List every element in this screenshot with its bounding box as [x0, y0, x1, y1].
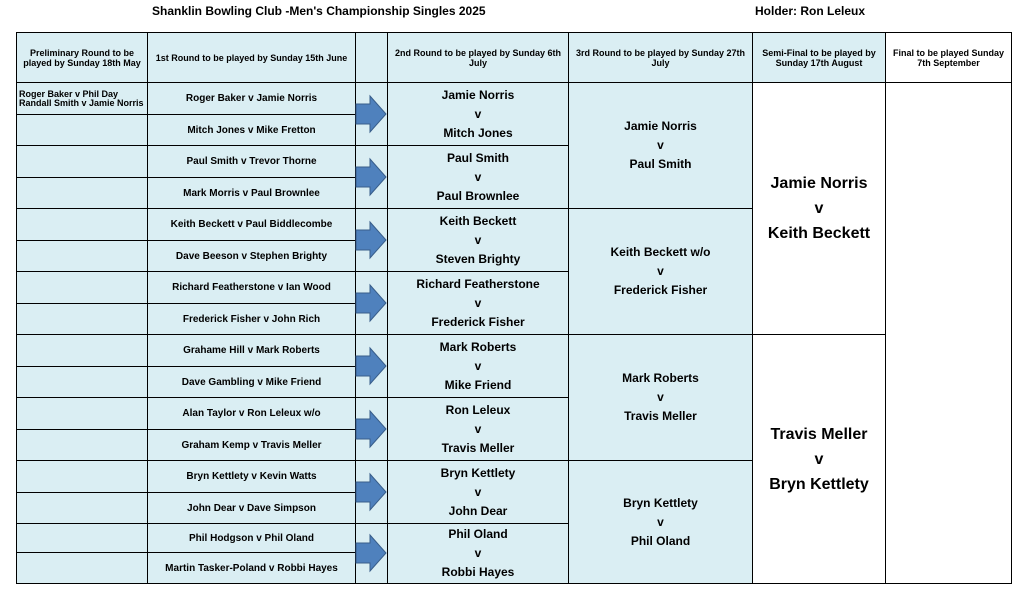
player-name: Richard Featherstone: [416, 276, 540, 291]
versus-label: v: [657, 390, 664, 404]
player-name: Travis Meller: [441, 440, 515, 455]
versus-label: v: [474, 546, 482, 560]
player-name: Bryn Kettlety: [440, 465, 516, 480]
player-name: Mitch Jones: [443, 125, 513, 140]
header-semi: Semi-Final to be played by Sunday 17th August: [752, 32, 886, 83]
header-round3: 3rd Round to be played by Sunday 27th July: [568, 32, 753, 83]
player-name: Mike Friend: [444, 377, 512, 392]
round3-match: [568, 82, 753, 209]
player-name: Travis Meller: [770, 425, 868, 443]
player-name: John Dear: [448, 503, 508, 518]
page-title: Shanklin Bowling Club -Men's Championship Singles 2025: [152, 4, 486, 18]
versus-label: v: [474, 484, 482, 499]
player-name: Jamie Norris: [770, 175, 868, 192]
round1-match: Dave Beeson v Stephen Brighty: [147, 240, 356, 272]
round1-match: Paul Smith v Trevor Thorne: [147, 145, 356, 178]
header-round1: 1st Round to be played by Sunday 15th June: [147, 32, 356, 83]
player-name: Frederick Fisher: [431, 314, 525, 329]
round3-match: [568, 460, 753, 584]
preliminary-empty-cell: [16, 208, 148, 241]
preliminary-match-1: Roger Baker v Phil Day: [19, 88, 119, 99]
player-name: Paul Brownlee: [436, 188, 520, 203]
player-name: Phil Oland: [630, 533, 691, 548]
player-name: Bryn Kettlety: [769, 475, 869, 493]
right-arrow-icon: [355, 220, 387, 260]
player-name: Frederick Fisher: [613, 283, 708, 297]
preliminary-empty-cell: [16, 429, 148, 461]
right-arrow-icon: [355, 346, 387, 386]
versus-label: v: [474, 106, 482, 121]
player-name: Keith Beckett w/o: [610, 245, 711, 259]
player-name: Bryn Kettlety: [623, 495, 698, 510]
versus-label: v: [657, 264, 664, 278]
preliminary-empty-cell: [16, 145, 148, 178]
player-name: Travis Meller: [624, 409, 697, 423]
preliminary-empty-cell: [16, 460, 148, 493]
round1-match: Dave Gambling v Mike Friend: [147, 366, 356, 398]
round1-match: Roger Baker v Jamie Norris: [147, 82, 356, 115]
versus-label: v: [474, 421, 482, 436]
round1-match: Alan Taylor v Ron Leleux w/o: [147, 397, 356, 430]
preliminary-empty-cell: [16, 114, 148, 146]
right-arrow-icon: [355, 157, 387, 197]
round1-match: Frederick Fisher v John Rich: [147, 303, 356, 335]
right-arrow-icon: [355, 283, 387, 323]
round2-match: [387, 82, 569, 146]
round1-match: Phil Hodgson v Phil Oland: [147, 523, 356, 553]
versus-label: v: [474, 169, 482, 184]
preliminary-empty-cell: [16, 492, 148, 524]
versus-label: v: [474, 358, 482, 373]
right-arrow-icon: [355, 472, 387, 512]
semi-final-match: [752, 82, 886, 335]
preliminary-empty-cell: [16, 303, 148, 335]
round2-match: [387, 145, 569, 209]
preliminary-empty-cell: [16, 552, 148, 584]
round2-match: [387, 523, 569, 584]
player-name: Robbi Hayes: [441, 565, 515, 579]
round1-match: Graham Kemp v Travis Meller: [147, 429, 356, 461]
player-name: Paul Smith: [446, 150, 509, 165]
header-arrow-column: [355, 32, 388, 83]
versus-label: v: [814, 200, 824, 217]
round2-match: [387, 271, 569, 335]
round3-match: [568, 208, 753, 335]
header-round2: 2nd Round to be played by Sunday 6th July: [387, 32, 569, 83]
holder-label: Holder: Ron Leleux: [755, 4, 866, 18]
round2-match: [387, 334, 569, 398]
preliminary-empty-cell: [16, 523, 148, 553]
round1-match: Richard Featherstone v Ian Wood: [147, 271, 356, 304]
versus-label: v: [657, 514, 664, 529]
versus-label: v: [814, 450, 824, 468]
semi-final-match: [752, 334, 886, 584]
right-arrow-icon: [355, 409, 387, 449]
preliminary-empty-cell: [16, 397, 148, 430]
player-name: Keith Beckett: [439, 213, 517, 228]
right-arrow-icon: [355, 94, 387, 134]
round1-match: Keith Beckett v Paul Biddlecombe: [147, 208, 356, 241]
versus-label: v: [474, 232, 482, 247]
player-name: Steven Brighty: [435, 251, 521, 266]
round1-match: Bryn Kettlety v Kevin Watts: [147, 460, 356, 493]
preliminary-empty-cell: [16, 366, 148, 398]
preliminary-empty-cell: [16, 240, 148, 272]
player-name: Keith Beckett: [767, 225, 871, 242]
round2-match: [387, 397, 569, 461]
right-arrow-icon: [355, 533, 387, 573]
player-name: Phil Oland: [448, 527, 508, 541]
player-name: Jamie Norris: [441, 87, 515, 102]
round1-match: Mitch Jones v Mike Fretton: [147, 114, 356, 146]
round1-match: Martin Tasker-Poland v Robbi Hayes: [147, 552, 356, 584]
preliminary-empty-cell: [16, 334, 148, 367]
player-name: Mark Roberts: [622, 371, 699, 385]
header-preliminary: Preliminary Round to be played by Sunday 18th May: [16, 32, 148, 83]
round3-match: [568, 334, 753, 461]
player-name: Jamie Norris: [624, 119, 697, 133]
versus-label: v: [657, 138, 664, 152]
header-final: Final to be played Sunday 7th September: [885, 32, 1012, 83]
player-name: Ron Leleux: [445, 402, 511, 417]
round1-match: Mark Morris v Paul Brownlee: [147, 177, 356, 209]
player-name: Paul Smith: [629, 157, 692, 171]
preliminary-empty-cell: [16, 177, 148, 209]
round2-match: [387, 208, 569, 272]
versus-label: v: [474, 295, 482, 310]
round2-match: [387, 460, 569, 524]
player-name: Mark Roberts: [439, 339, 517, 354]
preliminary-empty-cell: [16, 271, 148, 304]
round1-match: John Dear v Dave Simpson: [147, 492, 356, 524]
round1-match: Grahame Hill v Mark Roberts: [147, 334, 356, 367]
final-match: [885, 82, 1012, 584]
preliminary-match-2: Randall Smith v Jamie Norris: [19, 97, 144, 108]
preliminary-matches: [16, 82, 148, 115]
